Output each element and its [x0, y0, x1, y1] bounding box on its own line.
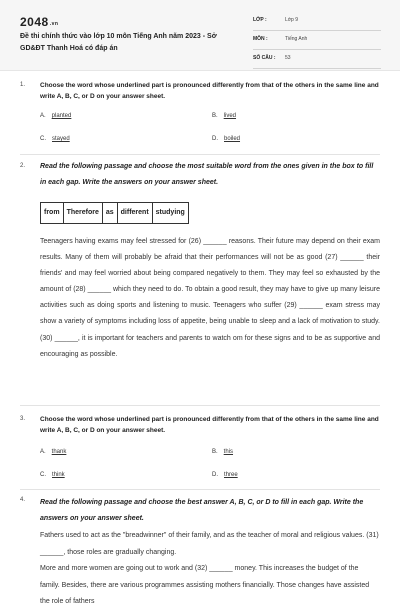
meta-table: [253, 15, 381, 72]
logo-main: 2048: [20, 15, 49, 29]
option-letter: B.: [212, 113, 218, 119]
meta-value: Tiếng Anh: [285, 36, 308, 42]
option-word: boiled: [224, 136, 241, 142]
option-word: thank: [51, 449, 67, 455]
option-d[interactable]: [212, 472, 238, 478]
page-title: Đề thi chính thức vào lớp 10 môn Tiếng Anh năm 2023 - Sở GD&ĐT Thanh Hoá có đáp án: [20, 33, 217, 52]
reading-passage: [40, 528, 380, 611]
question-number: 3.: [20, 416, 26, 422]
word-box-item: Therefore: [64, 203, 103, 223]
question-4-text: Read the following passage and choose the best answer A, B, C, or D to fill in each gap. Write the answers on your answer sheet.: [40, 499, 364, 522]
option-letter: B.: [212, 449, 218, 455]
option-b[interactable]: [212, 449, 233, 455]
question-number: 1.: [20, 82, 26, 88]
word-box-item: as: [103, 203, 118, 223]
option-word: three: [224, 472, 238, 478]
divider: [20, 405, 380, 406]
reading-passage: [40, 234, 380, 363]
passage-text: Teenagers having exams may feel stressed for (26) ______ reasons. Their future may depend on their exam results. Many of them will probably be afraid that their performances will not be as good (27) ______ their friends' and may feel worried about being compared negatively to them. They may feel so exhausted by the amount of (28) ______ which they need to do. To obtain a good result, they may have to give up many leisure activities such as doing sports and listening to music. Teenagers who suffer (29) ______ exam stress may show a variety of symptoms including loss of appetite, being unable to sleep and a lack of motivation to study. (30) ______, it is important for teachers and parents to watch om for these signs and to be as supportive and encouraging as possible.: [40, 238, 380, 358]
option-word: this: [223, 449, 234, 455]
passage-paragraph: More and more women are going out to work and (32) ______ money. This increases the budget of the family. Besides, there are various programmes assisting mothers financially. Those changes have assisted the role of fathers: [40, 565, 370, 605]
passage-paragraph: Fathers used to act as the "breadwinner" of their family, and as the teacher of moral and religious values. (31) ______, those roles are gradually changing.: [40, 532, 379, 556]
word-box-item: from: [41, 203, 64, 223]
logo-sub: .vn: [49, 21, 59, 27]
divider: [20, 154, 380, 155]
meta-value: 53: [285, 55, 291, 61]
option-d[interactable]: [212, 136, 240, 142]
meta-label: SỐ CÂU :: [253, 55, 276, 61]
option-word: think: [52, 472, 65, 478]
option-letter: D.: [212, 472, 218, 478]
question-1-text: Choose the word whose underlined part is pronounced differently from that of the others in the same line and write A, B, C, or D on your answer sheet.: [40, 82, 379, 100]
option-c[interactable]: [40, 472, 65, 478]
option-letter: D.: [212, 136, 218, 142]
option-word: planted: [51, 113, 72, 119]
question-number: 2.: [20, 163, 26, 169]
question-3-text: Choose the word whose underlined part is pronounced differently from that of the others in the same line and write A, B, C, or D on your answer sheet.: [40, 416, 379, 434]
word-box-item: different: [118, 203, 153, 223]
meta-label: LỚP :: [253, 17, 267, 23]
option-word: lived: [223, 113, 237, 119]
option-a[interactable]: [40, 113, 71, 119]
option-letter: A.: [40, 113, 46, 119]
option-letter: A.: [40, 449, 46, 455]
option-c[interactable]: [40, 136, 70, 142]
meta-row-class: [253, 15, 381, 31]
document-header: [0, 0, 400, 71]
option-letter: C.: [40, 136, 46, 142]
option-letter: C.: [40, 472, 46, 478]
question-number: 4.: [20, 497, 26, 503]
divider: [20, 489, 380, 490]
question-2-text: Read the following passage and choose the most suitable word from the ones given in the box to fill in each gap. Write the answers on your answer sheet.: [40, 163, 374, 186]
meta-value: Lớp 9: [285, 17, 299, 23]
site-logo[interactable]: [20, 15, 58, 29]
option-a[interactable]: [40, 449, 66, 455]
option-b[interactable]: [212, 113, 236, 119]
meta-row-subject: [253, 34, 381, 50]
meta-label: MÔN :: [253, 36, 268, 42]
option-word: stayed: [52, 136, 70, 142]
word-box: [40, 202, 189, 224]
word-box-item: studying: [155, 209, 185, 216]
meta-row-count: [253, 53, 381, 69]
